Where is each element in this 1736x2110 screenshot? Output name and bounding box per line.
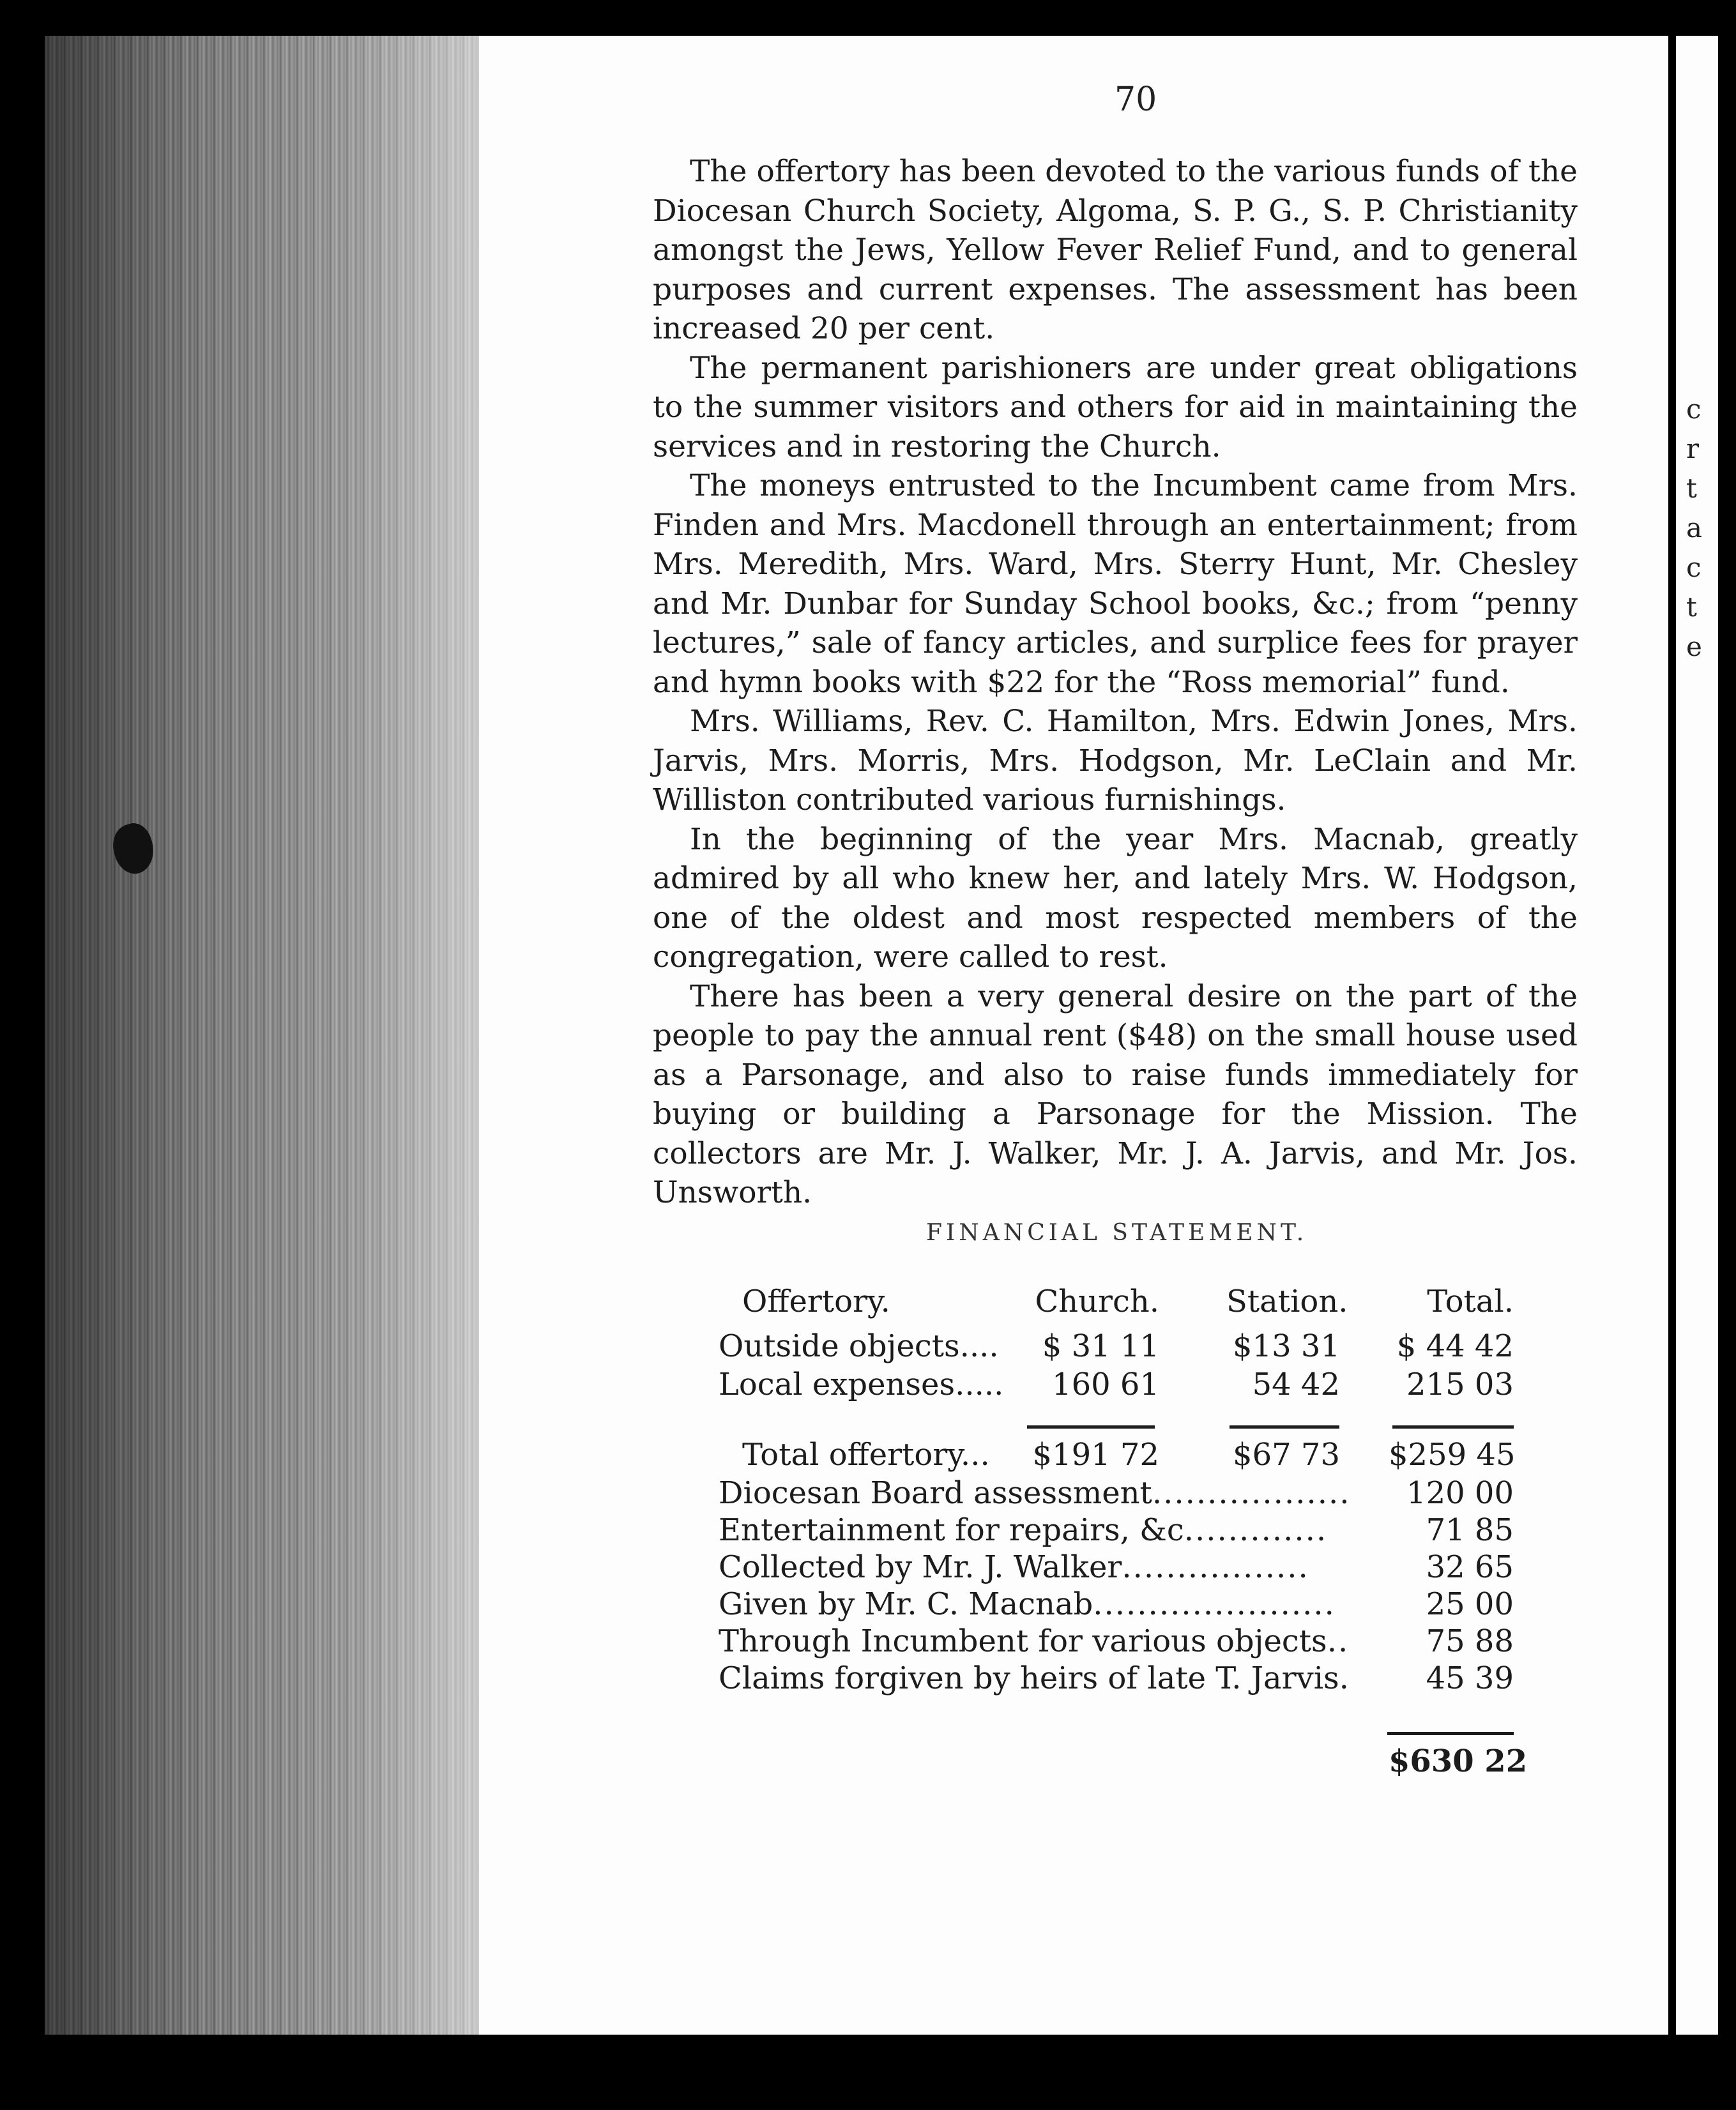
adjacent-page-fragment: t [1686,591,1697,623]
adjacent-page-fragment: a [1686,512,1703,543]
receipt-row [719,1660,1349,1696]
scan-border-right [1718,0,1736,2110]
row-label: Local expenses..... [719,1367,1004,1402]
receipt-label: Entertainment for repairs, &c [719,1512,1184,1548]
adjacent-page-fragment: e [1686,631,1702,662]
body-text [653,152,1578,1213]
paragraph-furnishings: Mrs. Williams, Rev. C. Hamilton, Mrs. Edwin Jones, Mrs. Jarvis, Mrs. Morris, Mrs. Hodgson, Mr. LeClain and Mr. Williston contributed various furnishings. [653,704,1578,817]
page-gutter [1668,36,1676,2035]
adjacent-page-fragment: r [1686,433,1700,464]
row-total-amount: 215 03 [1406,1367,1514,1402]
row-church-amount: 160 61 [1052,1367,1159,1402]
receipt-label: Collected by Mr. J. Walker [719,1549,1122,1585]
paragraph-offertory: The offertory has been devoted to the various funds of the Diocesan Church Society, Algoma, S. P. G., S. P. Christianity amongst the Jews, Yellow Fever Relief Fund, and to general purposes and current expenses. The assessment has been increased 20 per cent. [653,154,1578,346]
scan-border-left [0,0,45,2110]
scan-border-bottom [0,2035,1736,2110]
total-offertory-church: $191 72 [1032,1437,1159,1473]
receipt-row [719,1475,1350,1511]
receipt-amount: 32 65 [1426,1549,1514,1585]
paragraph-parishioners: The permanent parishioners are under great obligations to the summer visitors and others for aid in maintaining the services and in restoring the Church. [653,350,1578,464]
row-station-amount: $13 31 [1233,1328,1340,1364]
header-church: Church. [1035,1284,1159,1319]
receipt-amount: 45 39 [1426,1660,1514,1696]
grand-total-rule [1387,1732,1514,1735]
receipt-label: Given by Mr. C. Macnab [719,1586,1093,1622]
leader-dots: ............. [1184,1512,1328,1548]
header-station: Station. [1226,1284,1348,1319]
subtotal-rule-station [1230,1425,1339,1429]
receipt-amount: 75 88 [1426,1623,1514,1659]
subtotal-rule-church [1027,1425,1155,1429]
paragraph-obituary: In the beginning of the year Mrs. Macnab, greatly admired by all who knew her, and lately Mrs. W. Hodgson, one of the oldest and most respected members of the congregation, were called to rest. [653,821,1578,975]
receipt-amount: 71 85 [1426,1512,1514,1548]
adjacent-page-strip [1676,36,1718,2035]
receipt-label: Diocesan Board assessment [719,1475,1152,1511]
subtotal-rule-total [1392,1425,1514,1429]
leader-dots: .................. [1152,1475,1351,1511]
receipt-label: Claims forgiven by heirs of late T. Jarvis. [719,1660,1349,1696]
adjacent-page-fragment: t [1686,473,1697,504]
total-offertory-label: Total offertory... [742,1437,990,1473]
leader-dots: ................. [1122,1549,1309,1585]
grand-total: $630 22 [1389,1743,1528,1779]
row-station-amount: 54 42 [1252,1367,1340,1402]
paragraph-moneys: The moneys entrusted to the Incumbent came from Mrs. Finden and Mrs. Macdonell through an entertainment; from Mrs. Meredith, Mrs. Ward, Mrs. Sterry Hunt, Mr. Chesley and Mr. Dunbar for Sunday School books, &c.; from “penny lectures,” sale of fancy articles, and surplice fees for prayer and hymn books with $22 for the “Ross memorial” fund. [653,468,1578,700]
page-number: 70 [1115,80,1157,119]
receipt-amount: 120 00 [1406,1475,1514,1511]
header-total: Total. [1427,1284,1514,1319]
row-total-amount: $ 44 42 [1396,1328,1514,1364]
page-edge-shading [45,36,479,2035]
header-offertory: Offertory. [742,1284,890,1319]
receipt-amount: 25 00 [1426,1586,1514,1622]
statement-title: FINANCIAL STATEMENT. [926,1220,1308,1246]
paragraph-parsonage: There has been a very general desire on the part of the people to pay the annual rent ($48) on the small house used as a Parsonage, and also to raise funds immediately for buying or building a Parsonage for the Mission. The collectors are Mr. J. Walker, Mr. J. A. Jarvis, and Mr. Jos. Unsworth. [653,978,1578,1210]
leader-dots: .. [1327,1623,1350,1659]
receipt-row [719,1512,1327,1548]
adjacent-page-fragment: c [1686,552,1702,583]
receipt-row [719,1623,1349,1659]
total-offertory-total: $259 45 [1389,1437,1516,1473]
leader-dots: ...................... [1093,1586,1336,1622]
receipt-row [719,1549,1309,1585]
total-offertory-station: $67 73 [1233,1437,1340,1473]
receipt-row [719,1586,1336,1622]
receipt-label: Through Incumbent for various objects [719,1623,1327,1659]
row-label: Outside objects.... [719,1328,999,1364]
scan-border-top [0,0,1736,36]
row-church-amount: $ 31 11 [1042,1328,1159,1364]
adjacent-page-fragment: c [1686,393,1702,425]
